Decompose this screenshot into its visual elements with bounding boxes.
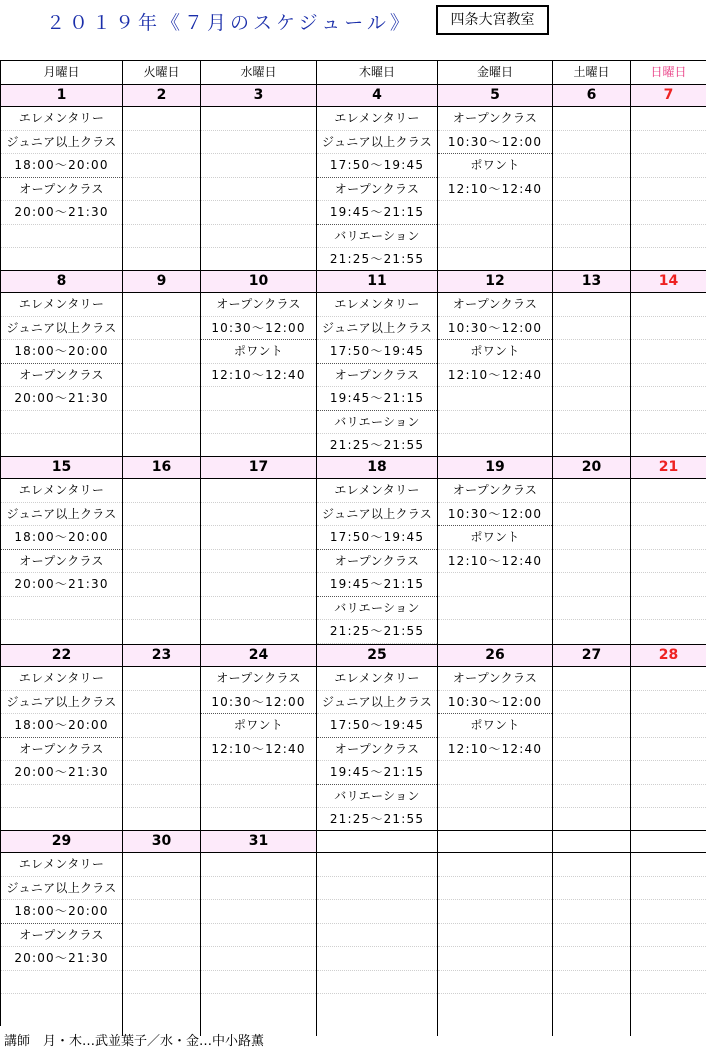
empty-slot [553, 550, 630, 574]
empty-slot [123, 714, 200, 738]
class-name: オープンクラス [1, 738, 122, 762]
date-number: 25 [317, 645, 438, 667]
class-name: ポワント [438, 340, 552, 364]
empty-slot [201, 225, 316, 249]
class-name: オープンクラス [317, 178, 437, 202]
page-title: ２０１９年《７月のスケジュール》 [46, 12, 413, 34]
empty-slot [201, 178, 316, 202]
empty-slot [317, 853, 437, 877]
empty-slot [438, 387, 552, 411]
date-number: 21 [631, 457, 706, 479]
date-number: 8 [1, 271, 123, 293]
empty-slot [123, 317, 200, 341]
empty-slot [553, 178, 630, 202]
empty-slot [553, 387, 630, 411]
date-number: 29 [1, 831, 123, 853]
class-name: ジュニア以上クラス [1, 691, 122, 715]
day-cell [1, 107, 123, 271]
day-cell [553, 667, 631, 831]
class-name: ジュニア以上クラス [317, 131, 437, 155]
empty-slot [201, 900, 316, 924]
class-time: 12:10〜12:40 [438, 738, 552, 762]
day-cell [631, 293, 706, 457]
class-name: ジュニア以上クラス [1, 317, 122, 341]
class-time: 20:00〜21:30 [1, 387, 122, 411]
weekday-header: 金曜日 [438, 61, 553, 85]
empty-slot [631, 550, 706, 574]
empty-slot [438, 877, 552, 901]
weekday-header: 日曜日 [631, 61, 706, 85]
date-number: 26 [438, 645, 553, 667]
date-number: 3 [201, 85, 317, 107]
class-time: 18:00〜20:00 [1, 340, 122, 364]
date-number: 10 [201, 271, 317, 293]
date-number: 24 [201, 645, 317, 667]
empty-slot [631, 154, 706, 178]
class-name: エレメンタリー [317, 107, 437, 131]
date-number: 31 [201, 831, 317, 853]
empty-slot [123, 550, 200, 574]
class-time: 21:25〜21:55 [317, 248, 437, 271]
date-number: 18 [317, 457, 438, 479]
empty-slot [631, 853, 706, 877]
empty-slot [553, 597, 630, 621]
empty-slot [553, 785, 630, 809]
instructor-note: 講師 月・木…武並葉子／水・金…中小路薫 [4, 1034, 265, 1049]
empty-slot [201, 411, 316, 435]
empty-slot [631, 317, 706, 341]
empty-slot [631, 293, 706, 317]
empty-slot [631, 479, 706, 503]
empty-slot [631, 691, 706, 715]
day-cell [438, 107, 553, 271]
empty-slot [631, 761, 706, 785]
day-cell [631, 667, 706, 831]
empty-slot [123, 877, 200, 901]
class-name: エレメンタリー [1, 479, 122, 503]
empty-slot [631, 178, 706, 202]
empty-slot [201, 761, 316, 785]
class-name: バリエーション [317, 225, 437, 249]
empty-slot [631, 387, 706, 411]
class-time: 21:25〜21:55 [317, 808, 437, 831]
class-time: 21:25〜21:55 [317, 620, 437, 644]
class-time: 12:10〜12:40 [438, 364, 552, 388]
empty-slot [438, 411, 552, 435]
day-cell [317, 479, 438, 645]
empty-slot [631, 714, 706, 738]
empty-slot [553, 225, 630, 249]
empty-slot [201, 503, 316, 527]
day-cell [201, 479, 317, 645]
empty-slot [553, 853, 630, 877]
empty-slot [553, 411, 630, 435]
date-number: 11 [317, 271, 438, 293]
empty-slot [123, 947, 200, 971]
class-name: バリエーション [317, 785, 437, 809]
class-time: 10:30〜12:00 [438, 503, 552, 527]
class-name: オープンクラス [201, 293, 316, 317]
date-number: 23 [123, 645, 201, 667]
empty-slot [631, 107, 706, 131]
empty-slot [631, 971, 706, 995]
empty-slot [201, 201, 316, 225]
empty-slot [123, 738, 200, 762]
empty-slot [123, 526, 200, 550]
empty-slot [317, 947, 437, 971]
empty-slot [553, 364, 630, 388]
date-number: 5 [438, 85, 553, 107]
date-number: 20 [553, 457, 631, 479]
day-cell [201, 667, 317, 831]
class-time: 12:10〜12:40 [201, 364, 316, 388]
class-time: 12:10〜12:40 [438, 178, 552, 202]
empty-slot [1, 971, 122, 995]
class-name: オープンクラス [1, 924, 122, 948]
day-cell [1, 479, 123, 645]
empty-slot [201, 526, 316, 550]
empty-slot [123, 411, 200, 435]
date-number: 15 [1, 457, 123, 479]
date-number [438, 831, 553, 853]
day-cell [631, 853, 706, 1036]
empty-slot [553, 154, 630, 178]
empty-slot [123, 131, 200, 155]
empty-slot [438, 947, 552, 971]
day-cell [553, 293, 631, 457]
class-time: 12:10〜12:40 [438, 550, 552, 574]
day-cell [553, 479, 631, 645]
day-cell [438, 853, 553, 1036]
class-time: 19:45〜21:15 [317, 387, 437, 411]
date-number: 9 [123, 271, 201, 293]
weekday-header: 火曜日 [123, 61, 201, 85]
empty-slot [553, 761, 630, 785]
class-name: オープンクラス [317, 738, 437, 762]
class-name: ジュニア以上クラス [317, 503, 437, 527]
empty-slot [123, 971, 200, 995]
day-cell [1, 853, 123, 1036]
date-number: 4 [317, 85, 438, 107]
class-time: 10:30〜12:00 [438, 317, 552, 341]
empty-slot [553, 877, 630, 901]
class-name: ポワント [438, 526, 552, 550]
class-name: エレメンタリー [1, 667, 122, 691]
empty-slot [123, 900, 200, 924]
class-name: オープンクラス [201, 667, 316, 691]
empty-slot [123, 924, 200, 948]
date-number [317, 831, 438, 853]
day-cell [553, 853, 631, 1036]
empty-slot [438, 761, 552, 785]
empty-slot [553, 714, 630, 738]
class-time: 18:00〜20:00 [1, 526, 122, 550]
empty-slot [438, 853, 552, 877]
day-cell [123, 293, 201, 457]
empty-slot [201, 853, 316, 877]
empty-slot [201, 107, 316, 131]
empty-slot [553, 340, 630, 364]
class-name: ポワント [201, 340, 316, 364]
day-cell [201, 853, 317, 1036]
class-name: オープンクラス [317, 364, 437, 388]
date-number [553, 831, 631, 853]
class-time: 21:25〜21:55 [317, 434, 437, 457]
weekday-header: 水曜日 [201, 61, 317, 85]
empty-slot [123, 293, 200, 317]
empty-slot [553, 293, 630, 317]
empty-slot [553, 131, 630, 155]
day-cell [317, 293, 438, 457]
date-number: 2 [123, 85, 201, 107]
empty-slot [438, 597, 552, 621]
empty-slot [553, 924, 630, 948]
empty-slot [201, 131, 316, 155]
empty-slot [631, 738, 706, 762]
empty-slot [123, 667, 200, 691]
class-name: ジュニア以上クラス [317, 317, 437, 341]
empty-slot [201, 785, 316, 809]
date-number: 16 [123, 457, 201, 479]
class-name: ジュニア以上クラス [1, 503, 122, 527]
empty-slot [631, 503, 706, 527]
class-time: 20:00〜21:30 [1, 947, 122, 971]
empty-slot [317, 900, 437, 924]
empty-slot [201, 924, 316, 948]
empty-slot [553, 201, 630, 225]
empty-slot [123, 597, 200, 621]
weekday-header: 土曜日 [553, 61, 631, 85]
date-number: 27 [553, 645, 631, 667]
empty-slot [123, 107, 200, 131]
empty-slot [438, 971, 552, 995]
empty-slot [438, 900, 552, 924]
empty-slot [201, 947, 316, 971]
day-cell [317, 107, 438, 271]
empty-slot [631, 340, 706, 364]
empty-slot [317, 877, 437, 901]
class-time: 20:00〜21:30 [1, 761, 122, 785]
class-time: 12:10〜12:40 [201, 738, 316, 762]
empty-slot [201, 154, 316, 178]
class-time: 18:00〜20:00 [1, 900, 122, 924]
empty-slot [631, 924, 706, 948]
weekday-header: 木曜日 [317, 61, 438, 85]
day-cell [553, 107, 631, 271]
day-cell [631, 479, 706, 645]
day-cell [123, 853, 201, 1036]
class-name: オープンクラス [317, 550, 437, 574]
empty-slot [123, 503, 200, 527]
empty-slot [201, 971, 316, 995]
empty-slot [631, 131, 706, 155]
class-time: 17:50〜19:45 [317, 154, 437, 178]
empty-slot [201, 573, 316, 597]
class-time: 17:50〜19:45 [317, 526, 437, 550]
empty-slot [201, 550, 316, 574]
date-number [631, 831, 706, 853]
empty-slot [553, 738, 630, 762]
empty-slot [123, 761, 200, 785]
day-cell [123, 479, 201, 645]
empty-slot [553, 503, 630, 527]
empty-slot [1, 785, 122, 809]
day-cell [317, 853, 438, 1036]
empty-slot [553, 107, 630, 131]
empty-slot [438, 785, 552, 809]
class-name: オープンクラス [1, 178, 122, 202]
empty-slot [123, 178, 200, 202]
class-name: ポワント [201, 714, 316, 738]
class-time: 17:50〜19:45 [317, 714, 437, 738]
empty-slot [201, 479, 316, 503]
class-name: ジュニア以上クラス [1, 877, 122, 901]
day-cell [1, 293, 123, 457]
empty-slot [631, 364, 706, 388]
empty-slot [123, 364, 200, 388]
class-name: オープンクラス [1, 364, 122, 388]
empty-slot [438, 201, 552, 225]
empty-slot [1, 597, 122, 621]
class-name: バリエーション [317, 411, 437, 435]
class-name: エレメンタリー [317, 667, 437, 691]
empty-slot [201, 387, 316, 411]
class-name: オープンクラス [438, 479, 552, 503]
day-cell [1, 667, 123, 831]
empty-slot [123, 479, 200, 503]
day-cell [438, 479, 553, 645]
class-name: エレメンタリー [1, 853, 122, 877]
date-number: 12 [438, 271, 553, 293]
empty-slot [631, 877, 706, 901]
day-cell [123, 107, 201, 271]
class-time: 10:30〜12:00 [438, 131, 552, 155]
empty-slot [553, 317, 630, 341]
class-time: 10:30〜12:00 [201, 691, 316, 715]
empty-slot [631, 785, 706, 809]
class-name: ポワント [438, 154, 552, 178]
schedule-calendar [0, 60, 706, 1026]
date-number: 7 [631, 85, 706, 107]
class-time: 10:30〜12:00 [438, 691, 552, 715]
empty-slot [317, 924, 437, 948]
empty-slot [631, 900, 706, 924]
date-number: 19 [438, 457, 553, 479]
class-name: バリエーション [317, 597, 437, 621]
class-name: オープンクラス [438, 107, 552, 131]
class-time: 19:45〜21:15 [317, 761, 437, 785]
empty-slot [631, 225, 706, 249]
class-name: ジュニア以上クラス [317, 691, 437, 715]
empty-slot [438, 573, 552, 597]
class-name: オープンクラス [438, 667, 552, 691]
date-number: 13 [553, 271, 631, 293]
date-number: 14 [631, 271, 706, 293]
empty-slot [631, 597, 706, 621]
empty-slot [1, 225, 122, 249]
day-cell [123, 667, 201, 831]
class-name: オープンクラス [438, 293, 552, 317]
empty-slot [553, 526, 630, 550]
day-cell [201, 107, 317, 271]
class-time: 19:45〜21:15 [317, 201, 437, 225]
date-number: 17 [201, 457, 317, 479]
class-name: エレメンタリー [1, 293, 122, 317]
class-time: 18:00〜20:00 [1, 714, 122, 738]
date-number: 6 [553, 85, 631, 107]
weekday-header: 月曜日 [1, 61, 123, 85]
empty-slot [123, 225, 200, 249]
date-number: 22 [1, 645, 123, 667]
class-time: 20:00〜21:30 [1, 573, 122, 597]
day-cell [317, 667, 438, 831]
empty-slot [553, 971, 630, 995]
day-cell [631, 107, 706, 271]
class-time: 18:00〜20:00 [1, 154, 122, 178]
class-time: 19:45〜21:15 [317, 573, 437, 597]
class-time: 20:00〜21:30 [1, 201, 122, 225]
empty-slot [123, 691, 200, 715]
empty-slot [438, 225, 552, 249]
empty-slot [201, 597, 316, 621]
location-label: 四条大宮教室 [436, 5, 549, 35]
empty-slot [631, 573, 706, 597]
date-number: 28 [631, 645, 706, 667]
class-time: 17:50〜19:45 [317, 340, 437, 364]
class-name: エレメンタリー [317, 293, 437, 317]
class-time: 10:30〜12:00 [201, 317, 316, 341]
class-name: ポワント [438, 714, 552, 738]
empty-slot [553, 667, 630, 691]
date-number: 1 [1, 85, 123, 107]
class-name: エレメンタリー [317, 479, 437, 503]
empty-slot [631, 947, 706, 971]
date-number: 30 [123, 831, 201, 853]
day-cell [438, 667, 553, 831]
day-cell [201, 293, 317, 457]
empty-slot [553, 900, 630, 924]
empty-slot [553, 479, 630, 503]
class-name: エレメンタリー [1, 107, 122, 131]
empty-slot [201, 877, 316, 901]
empty-slot [123, 201, 200, 225]
empty-slot [631, 201, 706, 225]
empty-slot [317, 971, 437, 995]
empty-slot [123, 387, 200, 411]
empty-slot [123, 340, 200, 364]
empty-slot [438, 924, 552, 948]
empty-slot [123, 853, 200, 877]
empty-slot [631, 526, 706, 550]
empty-slot [553, 691, 630, 715]
empty-slot [553, 573, 630, 597]
class-name: ジュニア以上クラス [1, 131, 122, 155]
empty-slot [123, 154, 200, 178]
class-name: オープンクラス [1, 550, 122, 574]
empty-slot [123, 785, 200, 809]
empty-slot [553, 947, 630, 971]
empty-slot [631, 667, 706, 691]
empty-slot [123, 573, 200, 597]
empty-slot [1, 411, 122, 435]
empty-slot [631, 411, 706, 435]
day-cell [438, 293, 553, 457]
